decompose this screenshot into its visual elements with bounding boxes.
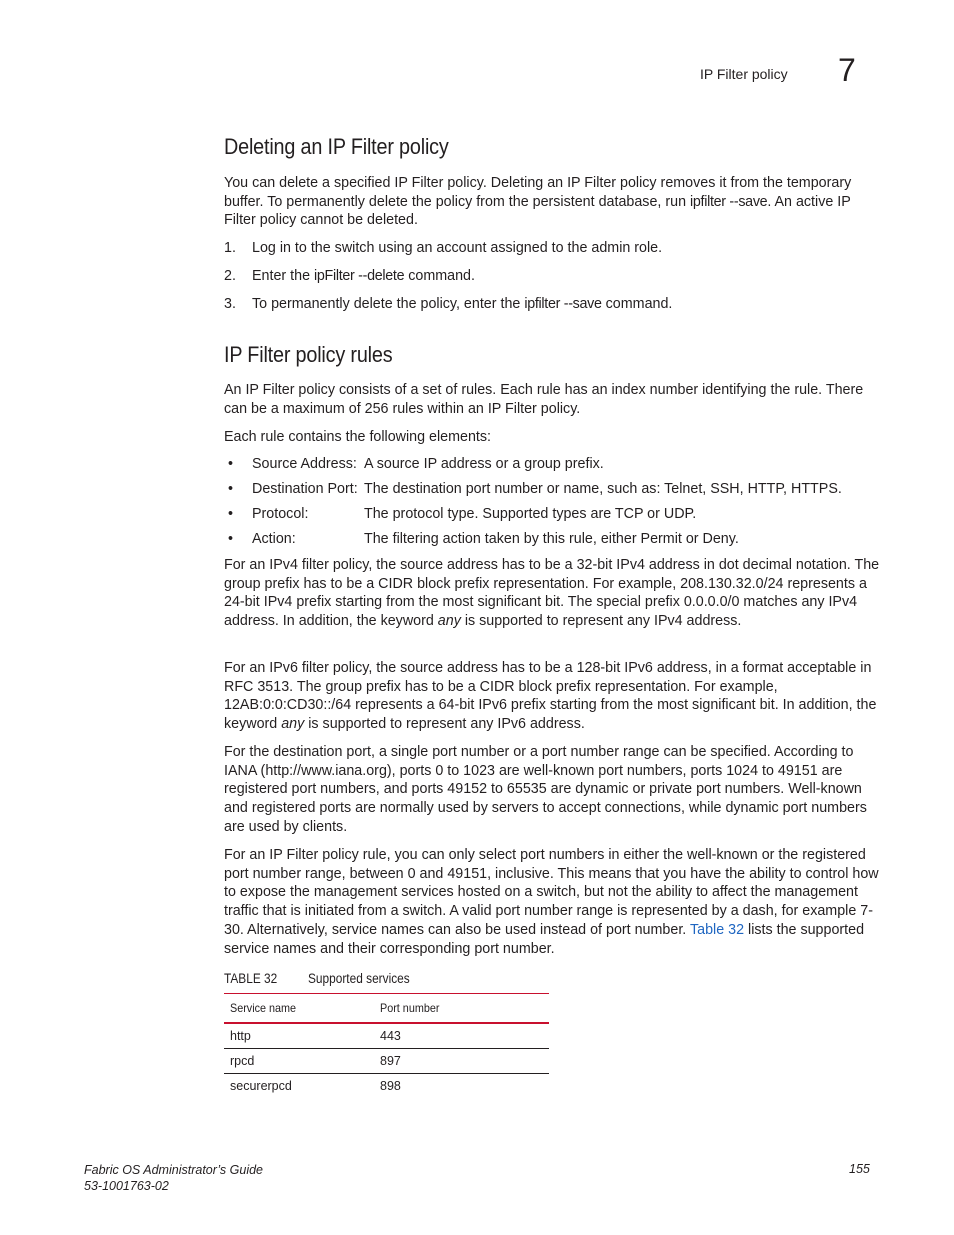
running-header: IP Filter policy (700, 66, 788, 82)
table-row (224, 1023, 549, 1049)
paragraph-delete-intro: You can delete a specified IP Filter policy. Deleting an IP Filter policy removes it from the temporary buffer. To permanently delete the policy from the persistent database, run ipfilter --save. An active IP Filter policy cannot be deleted. (224, 175, 852, 229)
section-title-deleting: Deleting an IP Filter policy (224, 134, 449, 159)
table-32-link[interactable]: Table 32 (689, 921, 745, 938)
supported-services-table (224, 993, 549, 1098)
table-header-row (224, 994, 549, 1024)
table-cell: securerpcd (230, 1079, 292, 1093)
footer-doc-number: 53-1001763-02 (84, 1179, 169, 1193)
table-title: Supported services (308, 971, 410, 986)
table-cell: 443 (377, 1023, 549, 1049)
paragraph-port-range: For an IP Filter policy rule, you can only select port numbers in either the well-known or the registered port number range, between 0 and 49151, inclusive. This means that you have the ability to control how to expose the management services hosted on a switch, but not the ability to affect the management traffic that is initiated from a switch. A valid port number range is represented by a dash, for example 7-30. Alternatively, service names can also be used instead of port number. Table 32 lists the supported service names and their corresponding port number. (224, 847, 879, 957)
table-row (224, 1049, 549, 1074)
table-cell: http (224, 1023, 377, 1049)
table-cell: 898 (380, 1079, 401, 1093)
footer-guide-info (84, 1162, 263, 1194)
command-ipfilter-delete: ipFilter --delete (314, 268, 405, 284)
paragraph-ipv6: For an IPv6 filter policy, the source address has to be a 128-bit IPv6 address, in a format acceptable in RFC 3513. The group prefix has to be a CIDR block prefix representation. For example, 12AB:0:0:CD30::/64 represents a 64-bit IPv6 prefix starting from the most significant bit. In addition, the keyword any is supported to represent any IPv6 address. (224, 660, 877, 733)
paragraph-rule-elements: Each rule contains the following elements: (224, 429, 492, 445)
section-title-rules: IP Filter policy rules (224, 342, 393, 367)
command-ipfilter-save: ipfilter --save (690, 193, 768, 210)
table-cell: 897 (377, 1049, 549, 1074)
chapter-number: 7 (838, 52, 856, 88)
paragraph-ipv4: For an IPv4 filter policy, the source address has to be a 32-bit IPv4 address in dot decimal notation. The group prefix has to be a CIDR block prefix representation. For example, 208.130.32.0/24 represents a 24-bit IPv4 prefix starting from the most significant bit. The special prefix 0.0.0.0/0 matches any IPv4 address. In addition, the keyword any is supported to represent any IPv4 address. (224, 557, 880, 630)
paragraph-destination-port: For the destination port, a single port number or a port number range can be specified. According to IANA (http://www.iana.org), ports 0 to 1023 are well-known port numbers, ports 1024 to 49151 are registered port numbers, and ports 49152 to 65535 are dynamic or private port numbers. Well-known and registered ports are normally used by servers to accept connections, while dynamic port numbers are used by clients. (224, 744, 867, 835)
footer-guide-title: Fabric OS Administrator’s Guide (84, 1163, 263, 1177)
page-number: 155 (849, 1162, 870, 1176)
table-label: TABLE 32 (224, 971, 278, 986)
column-header: Port number (377, 994, 549, 1024)
column-header: Service name (224, 994, 377, 1024)
table-cell: rpcd (224, 1049, 377, 1074)
table-row (224, 1074, 549, 1099)
table-caption (224, 971, 410, 986)
paragraph-rules-intro: An IP Filter policy consists of a set of rules. Each rule has an index number identifying the rule. There can be a maximum of 256 rules within an IP Filter policy. (224, 382, 864, 417)
command-ipfilter-save: ipfilter --save (524, 296, 602, 312)
